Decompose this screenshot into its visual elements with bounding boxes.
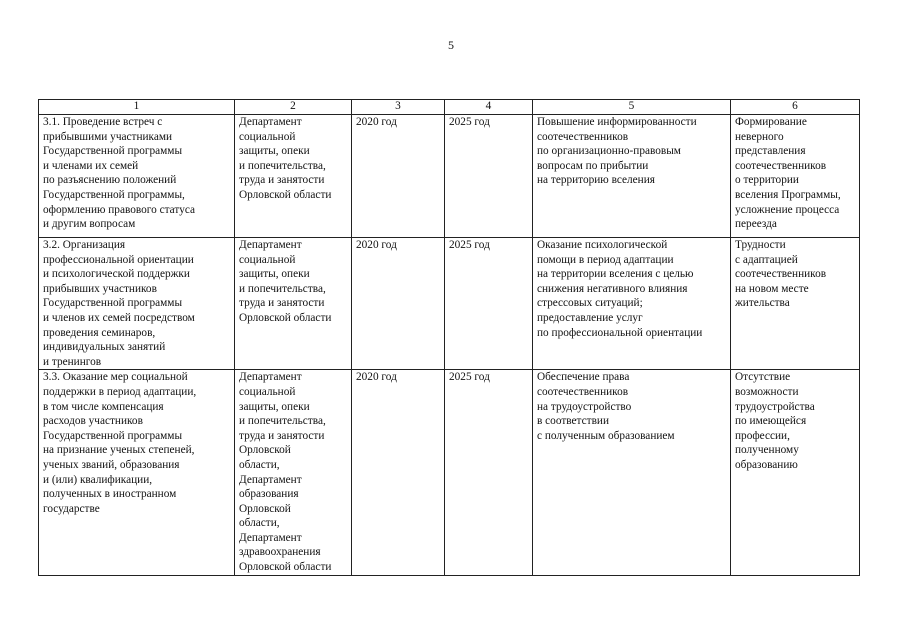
cell-line: и членов их семей посредством <box>43 311 195 324</box>
cell-line: образованию <box>735 458 798 471</box>
cell-line: и (или) квалификации, <box>43 473 153 486</box>
cell-line: переезда <box>735 218 777 231</box>
cell-line: Департамент <box>239 371 302 384</box>
cell-line: о территории <box>735 174 799 187</box>
table-row <box>39 370 860 575</box>
cell-line: с адаптацией <box>735 253 798 266</box>
cell-line: образования <box>239 488 299 501</box>
cell-line: оформлению правового статуса <box>43 203 196 216</box>
cell-line: Государственной программы <box>43 145 183 158</box>
cell-line: на трудоустройство <box>537 400 632 413</box>
cell-line: по организационно-правовым <box>537 145 681 158</box>
cell-line: стрессовых ситуаций; <box>537 297 643 310</box>
table-header-row <box>39 100 860 115</box>
cell-line: представления <box>735 145 806 158</box>
cell-line: и психологической поддержки <box>43 268 190 281</box>
cell-line: вселения Программы, <box>735 188 841 201</box>
risks-cell <box>731 370 860 575</box>
cell-line: и тренингов <box>43 355 102 368</box>
cell-line: на признание ученых степеней, <box>43 444 195 457</box>
cell-line: Орловской <box>239 502 291 515</box>
executor-cell <box>235 238 352 370</box>
start-year-cell: 2020 год <box>352 370 445 575</box>
column-header: 2 <box>235 100 352 115</box>
cell-line: соотечественников <box>537 385 629 398</box>
cell-line: жительства <box>735 297 790 310</box>
cell-line: и другим вопросам <box>43 218 136 231</box>
cell-line: соотечественников <box>537 130 629 143</box>
result-cell <box>533 115 731 238</box>
cell-line: и попечительства, <box>239 282 326 295</box>
end-year-cell: 2025 год <box>445 238 533 370</box>
column-header: 6 <box>731 100 860 115</box>
cell-line: защиты, опеки <box>239 268 310 281</box>
cell-line: предоставление услуг <box>537 311 643 324</box>
cell-line: Департамент <box>239 473 302 486</box>
cell-line: государстве <box>43 502 100 515</box>
cell-line: трудоустройства <box>735 400 815 413</box>
cell-line: прибывших участников <box>43 282 157 295</box>
table-row <box>39 115 860 238</box>
cell-line: здравоохранения <box>239 546 321 559</box>
cell-line: 3.2. Организация <box>43 239 126 251</box>
cell-line: социальной <box>239 130 296 143</box>
start-year-cell: 2020 год <box>352 115 445 238</box>
measure-cell <box>39 370 235 575</box>
cell-line: труда и занятости <box>239 429 325 442</box>
cell-line: Государственной программы, <box>43 188 185 201</box>
risks-cell <box>731 238 860 370</box>
cell-line: поддержки в период адаптации, <box>43 385 197 398</box>
cell-line: на территорию вселения <box>537 174 655 187</box>
cell-line: полученному <box>735 444 799 457</box>
cell-line: Департамент <box>239 239 302 251</box>
cell-line: и членами их семей <box>43 159 139 172</box>
cell-line: расходов участников <box>43 415 143 428</box>
measure-cell <box>39 115 235 238</box>
cell-line: и попечительства, <box>239 159 326 172</box>
cell-line: в том числе компенсация <box>43 400 164 413</box>
column-header: 4 <box>445 100 533 115</box>
cell-line: социальной <box>239 253 296 266</box>
cell-line: защиты, опеки <box>239 145 310 158</box>
cell-line: области, <box>239 458 280 471</box>
cell-line: области, <box>239 517 280 530</box>
cell-line: Обеспечение права <box>537 371 630 384</box>
cell-line: возможности <box>735 385 799 398</box>
column-header: 5 <box>533 100 731 115</box>
cell-line: Департамент <box>239 116 302 128</box>
cell-line: Департамент <box>239 531 302 544</box>
table-body <box>39 115 860 576</box>
cell-line: неверного <box>735 130 784 143</box>
cell-line: труда и занятости <box>239 297 325 310</box>
cell-line: Орловской области <box>239 188 332 201</box>
cell-line: на новом месте <box>735 282 809 295</box>
cell-line: по имеющейся <box>735 415 807 428</box>
cell-line: социальной <box>239 385 296 398</box>
cell-line: профессии, <box>735 429 790 442</box>
column-header: 3 <box>352 100 445 115</box>
result-cell <box>533 238 731 370</box>
cell-line: усложнение процесса <box>735 203 840 216</box>
column-header: 1 <box>39 100 235 115</box>
cell-line: вопросам по прибытии <box>537 159 649 172</box>
measure-cell <box>39 238 235 370</box>
cell-line: Государственной программы <box>43 297 183 310</box>
end-year-cell: 2025 год <box>445 370 533 575</box>
cell-line: Формирование <box>735 116 807 128</box>
cell-line: на территории вселения с целью <box>537 268 694 281</box>
cell-line: снижения негативного влияния <box>537 282 688 295</box>
cell-line: прибывшими участниками <box>43 130 173 143</box>
page-number: 5 <box>448 38 454 52</box>
cell-line: Орловской области <box>239 311 332 324</box>
cell-line: в соответствии <box>537 415 609 428</box>
result-cell <box>533 370 731 575</box>
cell-line: полученных в иностранном <box>43 488 177 501</box>
cell-line: по разъяснению положений <box>43 174 177 187</box>
cell-line: и попечительства, <box>239 415 326 428</box>
end-year-cell: 2025 год <box>445 115 533 238</box>
cell-line: профессиональной ориентации <box>43 253 194 266</box>
risks-cell <box>731 115 860 238</box>
cell-line: Повышение информированности <box>537 116 697 128</box>
cell-line: 3.3. Оказание мер социальной <box>43 371 188 384</box>
cell-line: Орловской <box>239 444 291 457</box>
cell-line: проведения семинаров, <box>43 326 156 339</box>
cell-line: соотечественников <box>735 268 827 281</box>
table-row <box>39 238 860 370</box>
cell-line: Отсутствие <box>735 371 791 384</box>
measures-table <box>38 99 860 576</box>
executor-cell <box>235 115 352 238</box>
cell-line: помощи в период адаптации <box>537 253 674 266</box>
cell-line: труда и занятости <box>239 174 325 187</box>
cell-line: по профессиональной ориентации <box>537 326 703 339</box>
cell-line: с полученным образованием <box>537 429 675 442</box>
cell-line: защиты, опеки <box>239 400 310 413</box>
executor-cell <box>235 370 352 575</box>
start-year-cell: 2020 год <box>352 238 445 370</box>
cell-line: Трудности <box>735 239 786 251</box>
cell-line: ученых званий, образования <box>43 458 180 471</box>
cell-line: 3.1. Проведение встреч с <box>43 116 163 128</box>
cell-line: Оказание психологической <box>537 239 668 251</box>
cell-line: соотечественников <box>735 159 827 172</box>
cell-line: Орловской области <box>239 561 332 574</box>
cell-line: индивидуальных занятий <box>43 341 166 354</box>
cell-line: Государственной программы <box>43 429 183 442</box>
